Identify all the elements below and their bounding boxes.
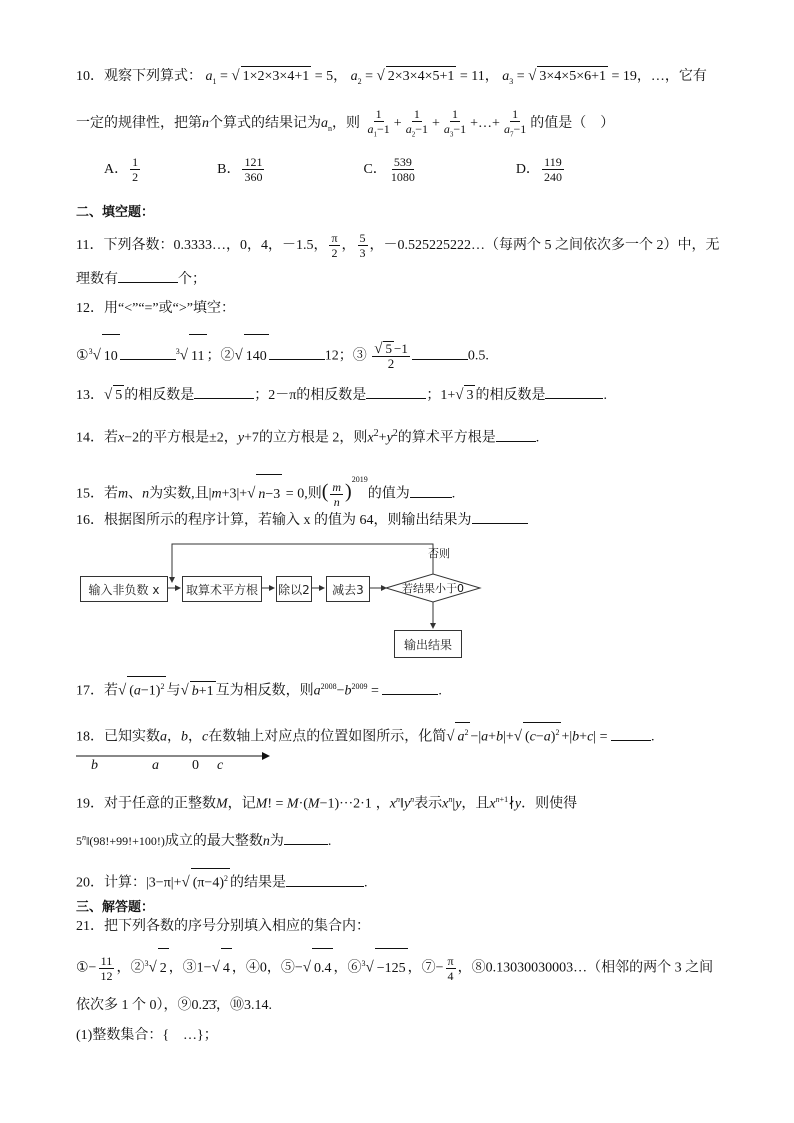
answer-blank[interactable]	[410, 483, 452, 498]
q11-line2: 理数有 个；	[76, 268, 206, 290]
flow-input-box: 输入非负数 x	[80, 576, 168, 602]
q10-line2: 一定的规律性，把第n个算式的结果记为$a_n$，则 $\frac{1}{a_1-1}$ + $\frac{1}{a_2-1}$ + $\frac{1}{a_3-1}$ +…+ $\frac{1}{a_7-1}$ 的值是（ ）	[76, 106, 615, 138]
q18: 18．已知实数a，b，c在数轴上对应点的位置如图所示，化简√ $a^2 -|a+b|+√$ $(c-a)^2 +|b+c|$ = .	[76, 722, 655, 748]
point-zero: 0	[192, 758, 199, 773]
answer-blank[interactable]	[611, 726, 651, 741]
q21-line1: 21．把下列各数的序号分别填入相应的集合内：	[76, 919, 370, 934]
choice-b[interactable]: B． $\frac{121}{360}$	[217, 155, 263, 185]
q20: 20．计算：|3−π|+√ $(\pi-4)^2$ 的结果是 .	[76, 868, 368, 894]
flowchart	[80, 538, 500, 662]
choice-c[interactable]: C． $\frac{539}{1080}$	[363, 155, 415, 185]
q10-intro: 观察下列算式：	[104, 69, 202, 84]
q19-line1: 19．对于任意的正整数M，记M! = M·(M−1)···2·1 ，$x^n‖y^n$表示$x^n|y$，且$x^{n+1}∤y$．则使得	[76, 795, 578, 812]
choice-d[interactable]: D． $\frac{119}{240}$	[515, 155, 562, 185]
answer-blank[interactable]	[194, 384, 254, 399]
section-heading: 二、填空题：	[76, 204, 155, 219]
question-number: 10．	[76, 69, 104, 84]
q15: 15．若m、n为实数,且|m+3|+√ n−3 = 0,则( $\frac{m}{n}$ )$^{2019}$的值为 .	[76, 470, 455, 515]
q19-line2: $5^n‖(98!+99!+100!)$成立的最大整数n为 .	[76, 828, 331, 852]
answer-blank[interactable]	[366, 384, 426, 399]
answer-blank[interactable]	[269, 345, 325, 360]
q21-set1: (1)整数集合：{ …}；	[76, 1028, 218, 1043]
answer-blank[interactable]	[472, 509, 528, 524]
q16: 16．根据图所示的程序计算，若输入 x 的值为 64，则输出结果为	[76, 509, 528, 531]
answer-blank[interactable]	[120, 345, 176, 360]
q14: 14．若x−2的平方根是±2，y+7的立方根是 2，则$x^2+y^2$的算术平方根是 .	[76, 428, 540, 446]
point-a: a	[152, 758, 159, 773]
q13: 13．√ 5 的相反数是 ；2－π的相反数是 ；1+√ 3 的相反数是 .	[76, 384, 607, 406]
q12-line1: 12．用“<”“=”或“>”填空：	[76, 301, 235, 316]
flow-otherwise-label: 否则	[428, 547, 450, 560]
point-b: b	[91, 758, 98, 773]
answer-blank[interactable]	[118, 268, 178, 283]
flow-condition-label: 若结果小于0	[402, 582, 464, 595]
q10-line1: 10．观察下列算式： $a_1$ = √ 1×2×3×4+1 = 5， $a_2$ = √ 2×3×4×5+1 = 11， $a_3$ = √ 3×4×5×6+1 = 19，…，它有	[76, 68, 707, 86]
choice-a[interactable]: A． $\frac{1}{2}$	[104, 155, 139, 185]
flow-sqrt-box: 取算术平方根	[182, 576, 262, 602]
number-line-axis	[76, 748, 276, 778]
q11-line1: 11．下列各数：0.3333…，0，4，－1.5， $\frac{\pi}{2}$ ， $\frac{5}{3}$ ，－0.525225222…（每两个 5 之间依次多一个 2）中，无	[76, 231, 720, 261]
q21-line2: ①− $\frac{11}{12}$ ，②$^3$√ 2 ，③1−√ 4 ，④0，⑤−√ 0.4 ，⑥$^3$√ −125 ，⑦− $\frac{\pi}{4}$ ，⑧0.13030030003…（相邻的两个 3 之间	[76, 944, 713, 989]
flow-output-box: 输出结果	[394, 630, 462, 658]
flow-divide-box: 除以2	[276, 576, 312, 602]
q21-line3: 依次多 1 个 0），⑨0.2̇3̇，⑩3.14.	[76, 998, 272, 1013]
answer-blank[interactable]	[286, 872, 364, 887]
answer-blank[interactable]	[545, 384, 603, 399]
q12-line2: ①$^3$√ 10 $^3$√ 11 ；②√ 140 12；③ $\frac{√ 5 -1}{2}$ 0.5.	[76, 330, 489, 379]
answer-blank[interactable]	[284, 830, 328, 845]
q10-choices	[104, 152, 566, 188]
section-heading: 三、解答题：	[76, 899, 155, 914]
q17: 17．若√ $(a-1)^2$ 与√ b+1 互为相反数，则$a^{2008}-b^{2009}$ = .	[76, 676, 442, 702]
answer-blank[interactable]	[412, 345, 468, 360]
point-c: c	[217, 758, 224, 773]
answer-blank[interactable]	[496, 427, 536, 442]
answer-blank[interactable]	[382, 680, 438, 695]
flow-subtract-box: 减去3	[326, 576, 370, 602]
number-line	[76, 748, 276, 778]
